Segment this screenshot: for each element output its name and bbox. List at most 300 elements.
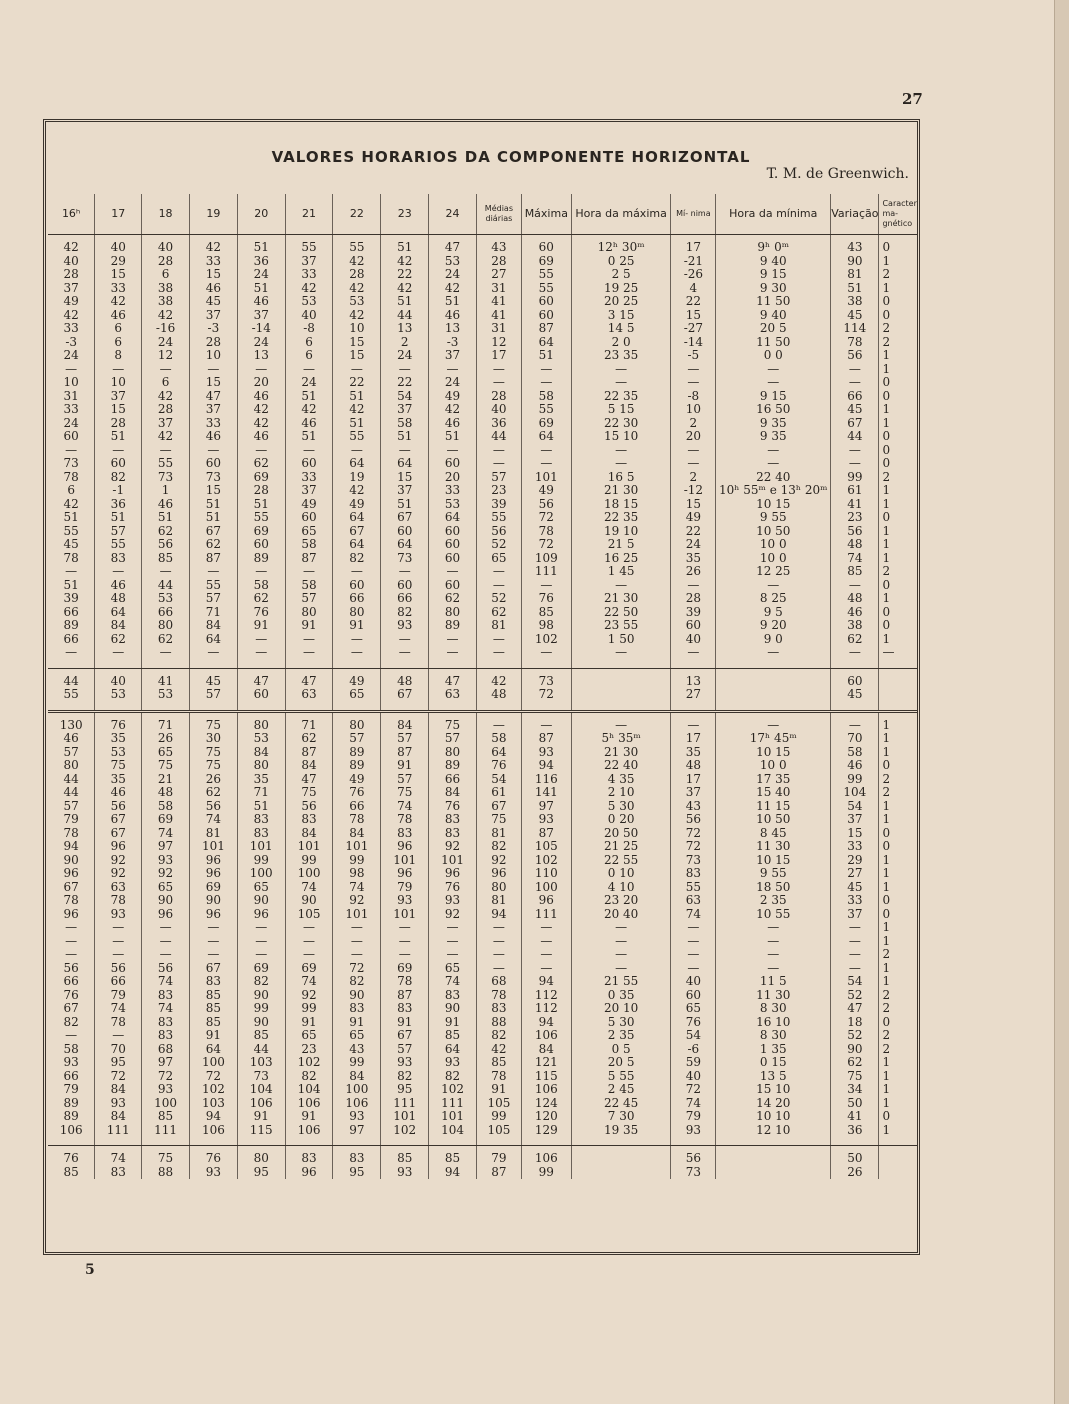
table-cell: 24: [671, 538, 716, 552]
table-cell: 109: [521, 552, 571, 566]
table-cell: —: [48, 1029, 95, 1043]
table-cell: 73: [521, 675, 571, 689]
table-cell: 92: [95, 854, 142, 868]
table-cell: 110: [521, 867, 571, 881]
table-cell: 54: [831, 975, 879, 989]
table-cell: —: [285, 363, 333, 377]
table-cell: —: [429, 948, 477, 962]
table-cell: 50: [831, 1097, 879, 1111]
table-cell: 53: [429, 255, 477, 269]
table-cell: 83: [381, 827, 429, 841]
table-cell: —: [831, 962, 879, 976]
table-cell: -5: [671, 349, 716, 363]
table-cell: 62: [285, 732, 333, 746]
table-cell: 14 20: [716, 1097, 831, 1111]
table-cell: 67: [189, 525, 237, 539]
table-cell: 0: [882, 826, 891, 840]
table-cell: 33: [189, 417, 237, 431]
table-cell: 28: [476, 390, 521, 404]
table-cell: 51: [429, 295, 477, 309]
table-cell: 94: [48, 840, 95, 854]
table-cell: 64: [381, 538, 429, 552]
table-cell: 111: [429, 1097, 477, 1111]
table-row: [48, 854, 917, 868]
table-cell: 21 5: [571, 538, 671, 552]
table-cell: 84: [285, 827, 333, 841]
table-cell: 84: [95, 619, 142, 633]
table-row: [48, 592, 917, 606]
table-cell: 74: [95, 1002, 142, 1016]
column-header: 20: [237, 194, 285, 235]
table-row: [48, 948, 917, 962]
table-cell: 17 35: [716, 773, 831, 787]
table-row: [48, 322, 917, 336]
table-cell: -1: [95, 484, 142, 498]
table-cell: 93: [381, 1056, 429, 1070]
table-cell: 76: [521, 592, 571, 606]
table-cell: 2: [381, 336, 429, 350]
table-cell: 51: [285, 430, 333, 444]
table-cell: 100: [521, 881, 571, 895]
table-cell: 92: [333, 894, 381, 908]
table-cell: 35: [95, 773, 142, 787]
table-cell: —: [571, 921, 671, 935]
table-cell: 51: [381, 241, 429, 255]
table-cell: —: [285, 444, 333, 458]
table-cell: 4 10: [571, 881, 671, 895]
table-row: [48, 786, 917, 800]
table-cell: 73: [237, 1070, 285, 1084]
table-cell: 28: [142, 255, 190, 269]
table-cell: 63: [671, 894, 716, 908]
table-cell: 85: [237, 1029, 285, 1043]
table-cell: 103: [189, 1097, 237, 1111]
table-cell: 85: [429, 1152, 477, 1166]
table-cell: 106: [521, 1029, 571, 1043]
table-cell: -14: [237, 322, 285, 336]
table-cell: 64: [189, 1043, 237, 1057]
table-cell: —: [571, 579, 671, 593]
table-cell: 62: [831, 633, 879, 647]
table-cell: 80: [142, 619, 190, 633]
table-cell: 97: [142, 840, 190, 854]
table-divider: [48, 711, 917, 719]
table-cell: 90: [142, 894, 190, 908]
table-cell: 18 50: [716, 881, 831, 895]
table-cell: —: [189, 921, 237, 935]
table-cell: 103: [237, 1056, 285, 1070]
table-cell: 56: [285, 800, 333, 814]
table-cell: —: [142, 565, 190, 579]
table-cell: 96: [429, 867, 477, 881]
table-cell: 91: [237, 1110, 285, 1124]
table-cell: 55: [521, 403, 571, 417]
table-cell: 42: [381, 255, 429, 269]
table-cell: 99: [333, 854, 381, 868]
table-cell: 13: [671, 675, 716, 689]
table-cell: 53: [237, 732, 285, 746]
table-cell: 82: [476, 1029, 521, 1043]
table-cell: [571, 1152, 671, 1166]
table-row: [48, 989, 917, 1003]
table-cell: 93: [381, 1166, 429, 1180]
table-cell: 65: [429, 962, 477, 976]
table-cell: 90: [831, 255, 879, 269]
table-cell: 63: [285, 688, 333, 702]
table-cell: 111: [95, 1124, 142, 1138]
table-cell: 33: [189, 255, 237, 269]
table-cell: 83: [429, 989, 477, 1003]
table-cell: 83: [142, 1029, 190, 1043]
table-cell: 60: [671, 989, 716, 1003]
table-cell: 61: [831, 484, 879, 498]
table-cell: 62: [476, 606, 521, 620]
table-row: [48, 675, 917, 689]
table-cell: 42: [333, 309, 381, 323]
table-cell: 57: [429, 732, 477, 746]
table-cell: 37: [831, 813, 879, 827]
table-cell: 102: [285, 1056, 333, 1070]
table-cell: 74: [429, 975, 477, 989]
table-cell: 74: [285, 975, 333, 989]
table-cell: 24: [429, 268, 477, 282]
table-cell: 11 30: [716, 840, 831, 854]
table-cell: 2: [882, 786, 891, 800]
table-cell: 47: [189, 390, 237, 404]
table-cell: 100: [285, 867, 333, 881]
table-cell: 66: [95, 975, 142, 989]
table-cell: —: [521, 646, 571, 660]
table-cell: [571, 1166, 671, 1180]
table-cell: 60: [285, 511, 333, 525]
table-cell: 24: [48, 417, 95, 431]
table-cell: 65: [142, 881, 190, 895]
table-cell: 0: [882, 376, 891, 390]
table-cell: 48: [381, 675, 429, 689]
table-cell: 43: [333, 1043, 381, 1057]
table-cell: 20: [671, 430, 716, 444]
table-cell: 36: [831, 1124, 879, 1138]
table-cell: 69: [189, 881, 237, 895]
table-cell: 83: [333, 1152, 381, 1166]
table-cell: 91: [237, 619, 285, 633]
table-cell: 34: [831, 1083, 879, 1097]
table-cell: 53: [95, 746, 142, 760]
table-cell: 90: [831, 1043, 879, 1057]
table-cell: 84: [285, 759, 333, 773]
table-cell: 51: [285, 390, 333, 404]
table-cell: 76: [671, 1016, 716, 1030]
table-cell: 69: [142, 813, 190, 827]
table-cell: 75: [142, 1152, 190, 1166]
table-cell: 0 5: [571, 1043, 671, 1057]
table-cell: —: [285, 935, 333, 949]
table-cell: 42: [333, 255, 381, 269]
table-cell: —: [476, 646, 521, 660]
table-cell: 124: [521, 1097, 571, 1111]
table-cell: 89: [333, 759, 381, 773]
table-cell: 38: [142, 282, 190, 296]
table-cell: 67: [476, 800, 521, 814]
table-cell: 56: [671, 813, 716, 827]
page-number: 27: [902, 90, 923, 108]
table-cell: 1 35: [716, 1043, 831, 1057]
table-cell: 60: [429, 457, 477, 471]
table-cell: 49: [48, 295, 95, 309]
table-cell: —: [831, 948, 879, 962]
table-cell: 9 0: [716, 633, 831, 647]
table-cell: 105: [476, 1124, 521, 1138]
table-cell: 1: [882, 975, 891, 989]
table-cell: 1: [882, 416, 891, 430]
table-cell: 87: [476, 1166, 521, 1180]
header-row: [48, 194, 917, 235]
table-cell: 24: [48, 349, 95, 363]
table-cell: —: [48, 921, 95, 935]
table-cell: 67: [831, 417, 879, 431]
table-cell: 42: [285, 403, 333, 417]
table-cell: -8: [671, 390, 716, 404]
table-cell: —: [882, 646, 895, 660]
table-cell: 76: [48, 989, 95, 1003]
table-cell: 78: [48, 552, 95, 566]
table-cell: 62: [237, 457, 285, 471]
table-cell: 63: [429, 688, 477, 702]
table-cell: —: [571, 719, 671, 733]
table-cell: 51: [429, 430, 477, 444]
table-cell: 95: [237, 1166, 285, 1180]
table-cell: 6: [142, 376, 190, 390]
table-cell: —: [142, 444, 190, 458]
table-cell: 9ʰ 0ᵐ: [716, 241, 831, 255]
column-header: 19: [189, 194, 237, 235]
table-cell: 75: [189, 759, 237, 773]
table-cell: 80: [237, 719, 285, 733]
table-cell: —: [521, 719, 571, 733]
table-cell: 51: [381, 295, 429, 309]
table-cell: 83: [671, 867, 716, 881]
table-cell: 22 40: [571, 759, 671, 773]
table-cell: 40: [285, 309, 333, 323]
table-cell: 65: [333, 1029, 381, 1043]
table-cell: 44: [237, 1043, 285, 1057]
table-cell: 33: [285, 471, 333, 485]
table-cell: 16 25: [571, 552, 671, 566]
table-row: [48, 538, 917, 552]
column-header: Mí- nima: [671, 194, 716, 235]
table-cell: 71: [285, 719, 333, 733]
table-cell: 96: [95, 840, 142, 854]
table-cell: —: [95, 921, 142, 935]
table-cell: 60: [237, 688, 285, 702]
table-cell: 37: [381, 403, 429, 417]
table-cell: 83: [95, 1166, 142, 1180]
table-row: [48, 827, 917, 841]
table-cell: 101: [333, 840, 381, 854]
table-cell: 21 55: [571, 975, 671, 989]
table-cell: 1: [882, 484, 891, 498]
table-cell: 57: [189, 592, 237, 606]
table-cell: —: [521, 444, 571, 458]
table-cell: [571, 688, 671, 702]
table-cell: 74: [189, 813, 237, 827]
table-cell: 33: [831, 840, 879, 854]
table-cell: 26: [671, 565, 716, 579]
table-cell: 37: [48, 282, 95, 296]
column-header: Médias diárias: [476, 194, 521, 235]
table-cell: 45: [831, 881, 879, 895]
table-cell: -27: [671, 322, 716, 336]
table-cell: 10: [48, 376, 95, 390]
table-cell: 22: [671, 525, 716, 539]
table-row: [48, 552, 917, 566]
table-cell: —: [48, 948, 95, 962]
table-cell: 10: [189, 349, 237, 363]
table-cell: 82: [429, 1070, 477, 1084]
table-frame: [43, 119, 920, 1255]
table-cell: 51: [189, 511, 237, 525]
table-cell: —: [95, 1029, 142, 1043]
table-cell: 69: [381, 962, 429, 976]
table-cell: 49: [671, 511, 716, 525]
table-cell: 46: [237, 390, 285, 404]
table-cell: —: [333, 565, 381, 579]
table-cell: 1: [882, 632, 891, 646]
table-cell: —: [189, 646, 237, 660]
table-cell: 83: [237, 827, 285, 841]
table-cell: —: [48, 565, 95, 579]
table-cell: 55: [142, 457, 190, 471]
table-cell: 57: [95, 525, 142, 539]
table-cell: 60: [48, 430, 95, 444]
table-cell: 51: [333, 390, 381, 404]
table-cell: 98: [333, 867, 381, 881]
table-cell: 1: [882, 592, 891, 606]
table-cell: 33: [831, 894, 879, 908]
table-cell: 74: [381, 800, 429, 814]
table-cell: 62: [95, 633, 142, 647]
table-cell: —: [95, 565, 142, 579]
table-cell: —: [521, 935, 571, 949]
table-cell: —: [381, 935, 429, 949]
table-cell: 28: [476, 255, 521, 269]
table-cell: 42: [285, 282, 333, 296]
table-row: [48, 908, 917, 922]
table-cell: 60: [189, 457, 237, 471]
table-cell: 31: [476, 282, 521, 296]
table-cell: 89: [333, 746, 381, 760]
table-cell: 51: [381, 430, 429, 444]
table-cell: 93: [95, 1097, 142, 1111]
table-cell: 12: [142, 349, 190, 363]
table-cell: 41: [831, 1110, 879, 1124]
table-cell: 96: [237, 908, 285, 922]
table-cell: —: [716, 444, 831, 458]
table-cell: 64: [333, 457, 381, 471]
table-cell: 30: [189, 732, 237, 746]
table-cell: 105: [476, 1097, 521, 1111]
table-cell: 9 55: [716, 867, 831, 881]
table-cell: 84: [237, 746, 285, 760]
table-cell: 46: [831, 606, 879, 620]
column-header: 23: [381, 194, 429, 235]
table-cell: 56: [831, 525, 879, 539]
column-header: 16ʰ: [48, 194, 95, 235]
table-cell: 94: [429, 1166, 477, 1180]
table-cell: 111: [521, 908, 571, 922]
table-cell: 2: [882, 268, 891, 282]
table-cell: 83: [237, 813, 285, 827]
table-row: [48, 579, 917, 593]
table-cell: —: [429, 935, 477, 949]
table-row: [48, 376, 917, 390]
table-cell: 40: [671, 1070, 716, 1084]
table-cell: 83: [189, 975, 237, 989]
table-cell: 22: [381, 268, 429, 282]
table-cell: 74: [142, 975, 190, 989]
table-cell: 91: [285, 1110, 333, 1124]
table-cell: 79: [95, 989, 142, 1003]
table-cell: 43: [476, 241, 521, 255]
table-cell: 0: [882, 511, 891, 525]
table-cell: 24: [237, 268, 285, 282]
table-cell: —: [476, 565, 521, 579]
table-cell: 46: [237, 295, 285, 309]
table-cell: —: [831, 444, 879, 458]
table-cell: 101: [381, 854, 429, 868]
table-cell: —: [671, 719, 716, 733]
table-cell: —: [831, 376, 879, 390]
table-cell: 64: [189, 633, 237, 647]
table-cell: 64: [429, 511, 477, 525]
table-cell: —: [237, 444, 285, 458]
table-cell: 2 45: [571, 1083, 671, 1097]
table-cell: 83: [429, 813, 477, 827]
table-cell: 82: [95, 471, 142, 485]
table-cell: 11 30: [716, 989, 831, 1003]
table-cell: 17: [476, 349, 521, 363]
table-cell: 28: [142, 403, 190, 417]
table-cell: 10 15: [716, 854, 831, 868]
table-title: VALORES HORARIOS DA COMPONENTE HORIZONTAL: [271, 148, 751, 166]
table-cell: 0: [882, 241, 891, 255]
table-cell: 2 10: [571, 786, 671, 800]
table-cell: 96: [189, 854, 237, 868]
table-cell: 2 35: [716, 894, 831, 908]
table-cell: 78: [333, 813, 381, 827]
table-row: [48, 800, 917, 814]
table-cell: 45: [831, 688, 879, 702]
table-cell: 33: [48, 322, 95, 336]
table-cell: 76: [189, 1152, 237, 1166]
table-cell: 6: [95, 336, 142, 350]
table-cell: 42: [48, 241, 95, 255]
table-cell: 33: [48, 403, 95, 417]
table-cell: 41: [142, 675, 190, 689]
table-cell: 94: [476, 908, 521, 922]
table-cell: —: [333, 935, 381, 949]
table-cell: —: [381, 948, 429, 962]
table-cell: -21: [671, 255, 716, 269]
table-cell: 51: [237, 498, 285, 512]
table-cell: —: [831, 921, 879, 935]
table-row: [48, 1166, 917, 1180]
table-cell: 46: [285, 417, 333, 431]
table-cell: 89: [429, 619, 477, 633]
table-cell: 37: [381, 484, 429, 498]
table-cell: 37: [429, 349, 477, 363]
table-cell: 66: [48, 606, 95, 620]
